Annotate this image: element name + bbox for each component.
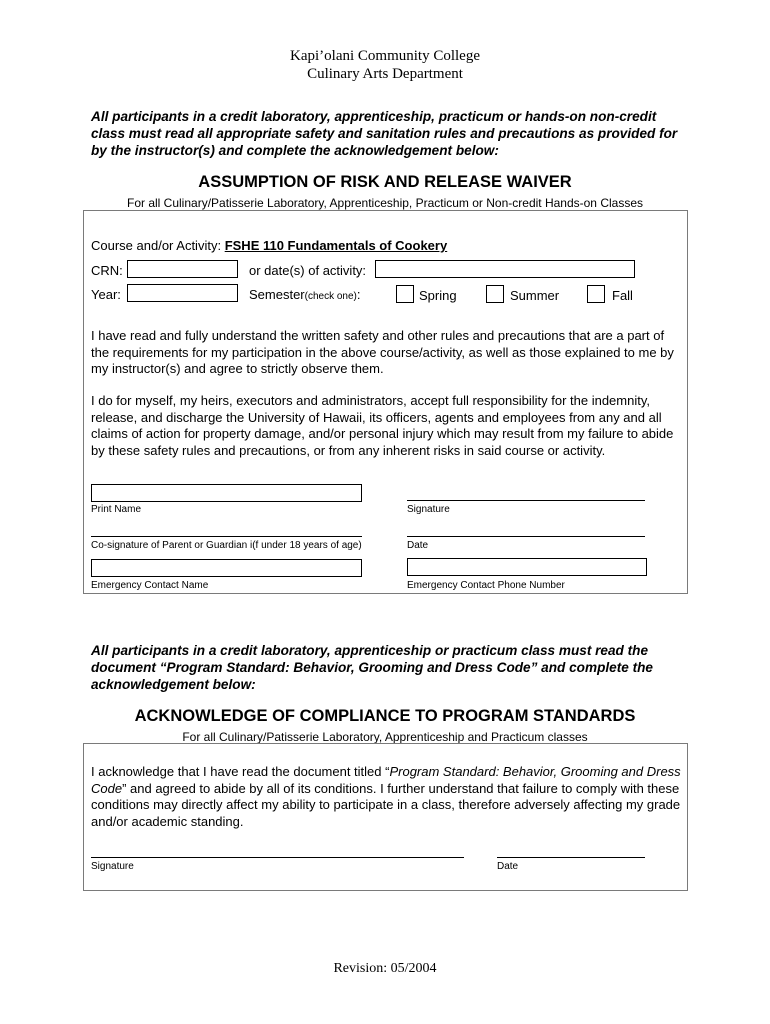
crn-label: CRN: (91, 263, 123, 278)
waiver-title: ASSUMPTION OF RISK AND RELEASE WAIVER (198, 173, 572, 191)
compliance-signature-label: Signature (91, 861, 134, 872)
revision-footer: Revision: 05/2004 (333, 961, 437, 976)
compliance-doc-title: Program Standard: Behavior, Grooming and Dress Code (91, 764, 681, 796)
department-name: Culinary Arts Department (307, 66, 463, 82)
waiver-paragraph-1: I have read and fully understand the written safety and other rules and precautions that are a part of the requirements for my participation in the above course/activity, as well as those explained to me by my instructor(s) and agree to strictly observe them. (91, 328, 674, 376)
waiver-paragraph-2: I do for myself, my heirs, executors and administrators, accept full responsibility for the indemnity, release, and discharge the University of Hawaii, its officers, agents and employees from any and all claims of action for property damage, and/or personal injury which may result from my failure to abide by these safety rules and precautions, or from any inherent risks in said course or activity. (91, 393, 674, 458)
dates-label: or date(s) of activity: (249, 263, 367, 278)
spring-label: Spring (419, 288, 457, 303)
semester-hint: (check one) (304, 291, 357, 302)
fall-label: Fall (612, 288, 633, 303)
waiver-subtitle: For all Culinary/Patisserie Laboratory, Apprenticeship, Practicum or Non-credit Hands-on Classes (127, 196, 643, 210)
dates-input[interactable] (375, 260, 635, 278)
date-line[interactable] (407, 536, 645, 537)
emergency-phone-input[interactable] (407, 558, 647, 576)
year-label: Year: (91, 287, 121, 302)
compliance-date-label: Date (497, 861, 519, 872)
crn-input[interactable] (127, 260, 238, 278)
fall-checkbox[interactable] (587, 285, 605, 303)
emergency-phone-label: Emergency Contact Phone Number (407, 580, 565, 591)
course-label: Course and/or Activity: (91, 238, 222, 253)
course-row (91, 238, 447, 253)
compliance-para-end: ” and agreed to abide by all of its conditions. I further understand that failure to comply with these conditions may directly affect my ability to participate in a class, therefore adversely affecting my grade and/or academic standing. (91, 780, 681, 829)
semester-label-group (249, 287, 361, 302)
spring-checkbox[interactable] (396, 285, 414, 303)
compliance-title: ACKNOWLEDGE OF COMPLIANCE TO PROGRAM STANDARDS (134, 707, 636, 725)
summer-checkbox[interactable] (486, 285, 504, 303)
signature-label: Signature (407, 504, 450, 515)
cosignature-line[interactable] (91, 536, 362, 537)
print-name-label: Print Name (91, 504, 142, 515)
semester-colon: : (356, 287, 361, 302)
compliance-intro: All participants in a credit laboratory, apprenticeship or practicum class must read the document “Program Standard: Behavior, Grooming and Dress Code” and complete the acknowledgement below: (91, 643, 653, 692)
compliance-signature-line[interactable] (91, 857, 464, 858)
compliance-paragraph (91, 764, 681, 830)
college-name: Kapi’olani Community College (290, 48, 480, 64)
summer-label: Summer (510, 288, 560, 303)
print-name-input[interactable] (91, 484, 362, 502)
date-label: Date (407, 540, 429, 551)
compliance-date-line[interactable] (497, 857, 645, 858)
year-input[interactable] (127, 284, 238, 302)
signature-line[interactable] (407, 500, 645, 501)
course-value[interactable]: FSHE 110 Fundamentals of Cookery (224, 238, 448, 253)
semester-label: Semester (249, 287, 305, 302)
emergency-name-input[interactable] (91, 559, 362, 577)
emergency-name-label: Emergency Contact Name (91, 580, 209, 591)
compliance-para-start: I acknowledge that I have read the document titled “ (91, 764, 390, 779)
cosignature-label: Co-signature of Parent or Guardian i(f under 18 years of age) (91, 540, 362, 551)
compliance-subtitle: For all Culinary/Patisserie Laboratory, Apprenticeship and Practicum classes (182, 730, 588, 744)
waiver-intro: All participants in a credit laboratory, apprenticeship, practicum or hands-on non-credit class must read all appropriate safety and sanitation rules and precautions as provided for by the instructor(s) and complete the acknowledgement below: (91, 109, 678, 158)
